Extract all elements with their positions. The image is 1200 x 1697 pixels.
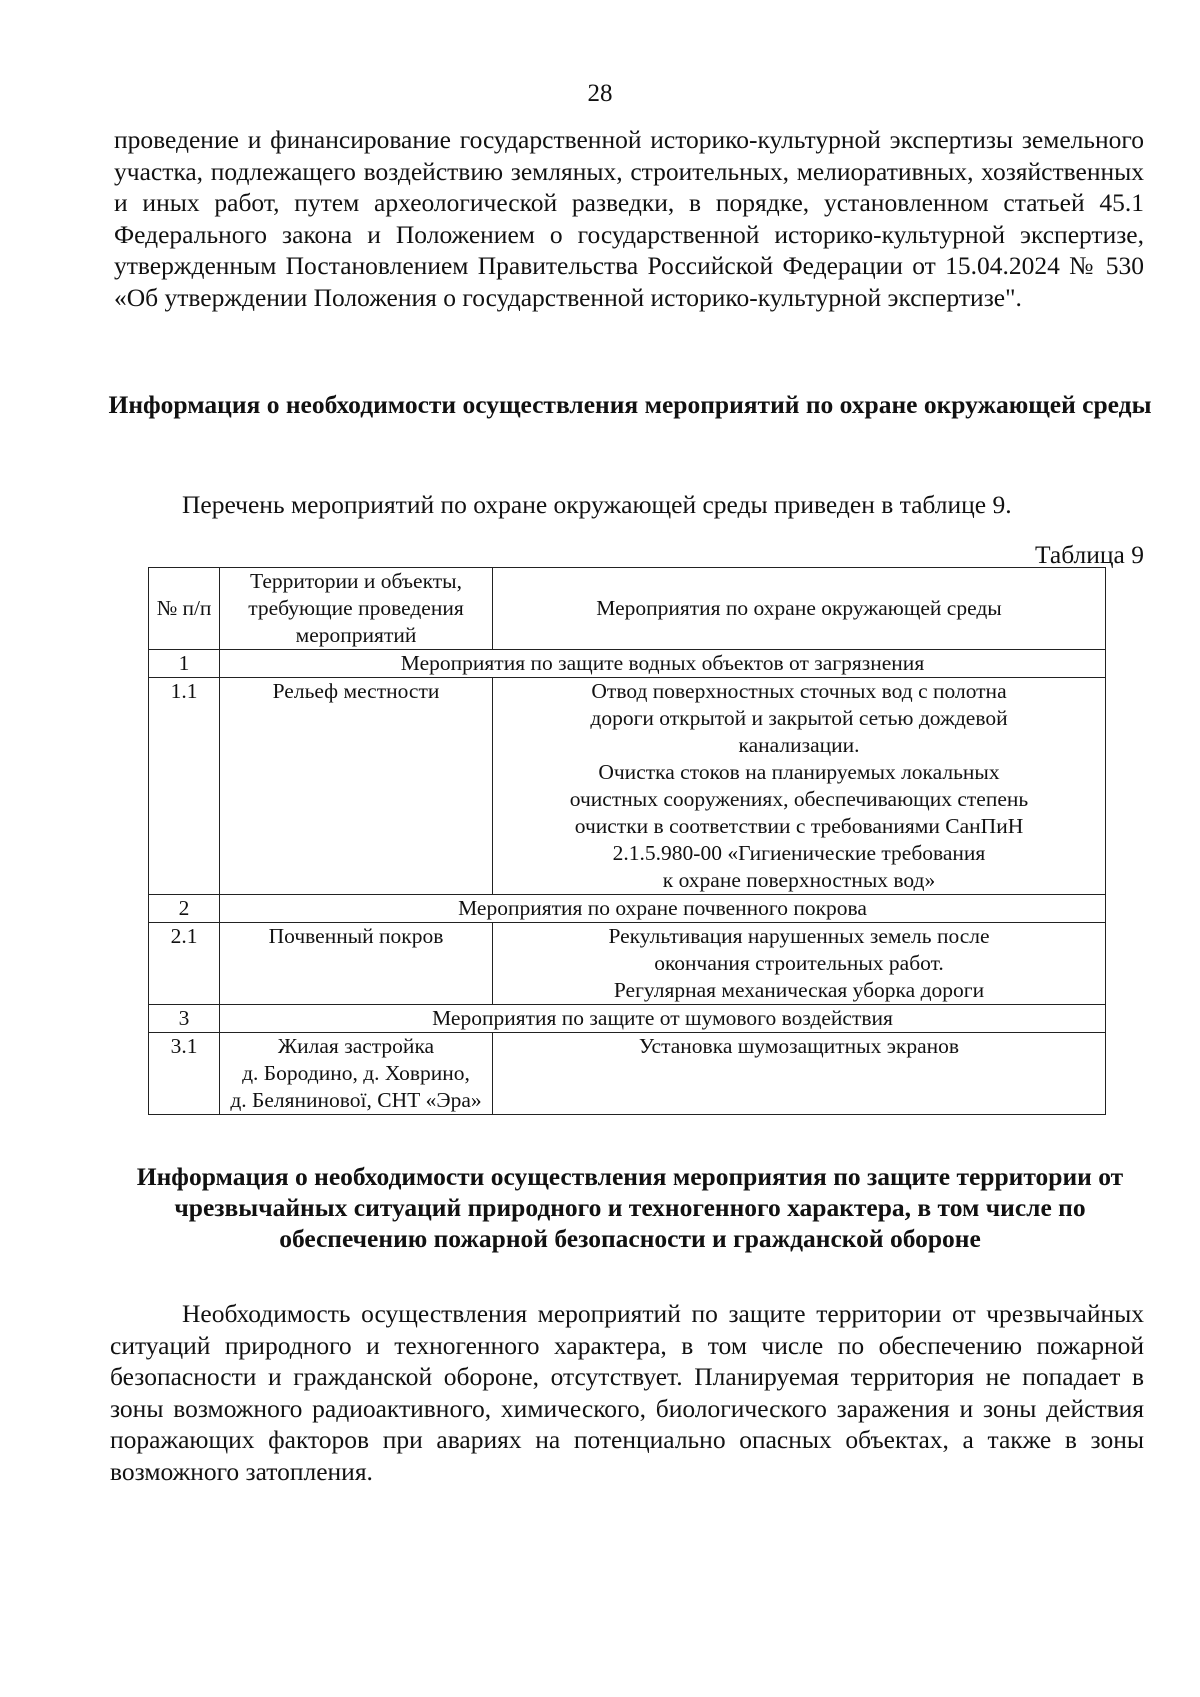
- row-measure: [493, 923, 1106, 1005]
- row-num: 3.1: [149, 1033, 220, 1115]
- measure-line: очистки в соответствии с требованиями СанПиН: [574, 814, 1024, 838]
- paragraph-emergency: Необходимость осуществления мероприятий по защите территории от чрезвычайных ситуаций природного и техногенного характера, в том числе по обеспечению пожарной безопасности и гражданской обороне, отсутствует. Планируемая территория не попадает в зоны возможного радиоактивного, химического, биологического заражения и зоны действия поражающих факторов при авариях на потенциально опасных объектах, а также в зоны возможного затопления.: [110, 1299, 1144, 1486]
- row-measure: [493, 678, 1106, 895]
- table-row-section: [149, 1005, 1106, 1033]
- table-row-section: [149, 650, 1106, 678]
- row-measure: [493, 1033, 1106, 1115]
- section-title: Мероприятия по защите водных объектов от загрязнения: [220, 650, 1106, 678]
- measure-line: дороги открытой и закрытой сетью дождевой: [590, 706, 1008, 730]
- header-num: № п/п: [149, 568, 220, 650]
- page-number: 28: [587, 80, 613, 107]
- object-line: д. Белянинової, СНТ «Эра»: [230, 1088, 482, 1112]
- paragraph-expertise: проведение и финансирование государственной историко-культурной экспертизы земельного участка, подлежащего воздействию земляных, строительных, мелиоративных, хозяйственных и иных работ, путем археологической разведки, в порядке, установленном статьей 45.1 Федерального закона и Положением о государственной историко-культурной экспертизе, утвержденным Постановлением Правительства Российской Федерации от 15.04.2024 № 530 «Об утверждении Положения о государственной историко-культурной экспертизе".: [114, 125, 1144, 312]
- object-line: Жилая застройка: [277, 1034, 435, 1058]
- heading-emergency: Информация о необходимости осуществления мероприятия по защите территории от чрезвычайных ситуаций природного и техногенного характера, в том числе по обеспечению пожарной безопасности и гражданской обороне: [136, 1162, 1124, 1253]
- row-object: Почвенный покров: [220, 923, 493, 1005]
- measure-line: канализации.: [738, 733, 860, 757]
- table-row: [149, 1033, 1106, 1115]
- row-object: [220, 1033, 493, 1115]
- row-num: 2: [149, 895, 220, 923]
- measure-line: Установка шумозащитных экранов: [638, 1034, 960, 1058]
- row-num: 1: [149, 650, 220, 678]
- heading-environment: Информация о необходимости осуществления мероприятий по охране окружающей среды: [108, 390, 1152, 419]
- row-num: 2.1: [149, 923, 220, 1005]
- object-line: д. Бородино, д. Ховрино,: [242, 1061, 470, 1085]
- section-title: Мероприятия по охране почвенного покрова: [220, 895, 1106, 923]
- table-intro: Перечень мероприятий по охране окружающей среды приведен в таблице 9.: [182, 490, 1012, 519]
- section-title: Мероприятия по защите от шумового воздействия: [220, 1005, 1106, 1033]
- row-num: 1.1: [149, 678, 220, 895]
- measure-line: окончания строительных работ.: [654, 951, 944, 975]
- measure-line: Регулярная механическая уборка дороги: [613, 978, 985, 1002]
- environment-measures-table: [148, 567, 1106, 1115]
- measure-line: Очистка стоков на планируемых локальных: [598, 760, 1000, 784]
- measure-line: Рекультивация нарушенных земель после: [608, 924, 990, 948]
- table-header-row: [149, 568, 1106, 650]
- table-caption: Таблица 9: [1034, 540, 1144, 569]
- header-object: Территории и объекты, требующие проведения мероприятий: [220, 568, 493, 650]
- measure-line: Отвод поверхностных сточных вод с полотна: [591, 679, 1007, 703]
- measure-line: 2.1.5.980-00 «Гигиенические требования: [612, 841, 986, 865]
- row-num: 3: [149, 1005, 220, 1033]
- table-row: [149, 923, 1106, 1005]
- measure-line: очистных сооружениях, обеспечивающих степень: [569, 787, 1029, 811]
- header-measure: Мероприятия по охране окружающей среды: [493, 568, 1106, 650]
- measure-line: к охране поверхностных вод»: [662, 868, 936, 892]
- row-object: Рельеф местности: [220, 678, 493, 895]
- table-row-section: [149, 895, 1106, 923]
- table-row: [149, 678, 1106, 895]
